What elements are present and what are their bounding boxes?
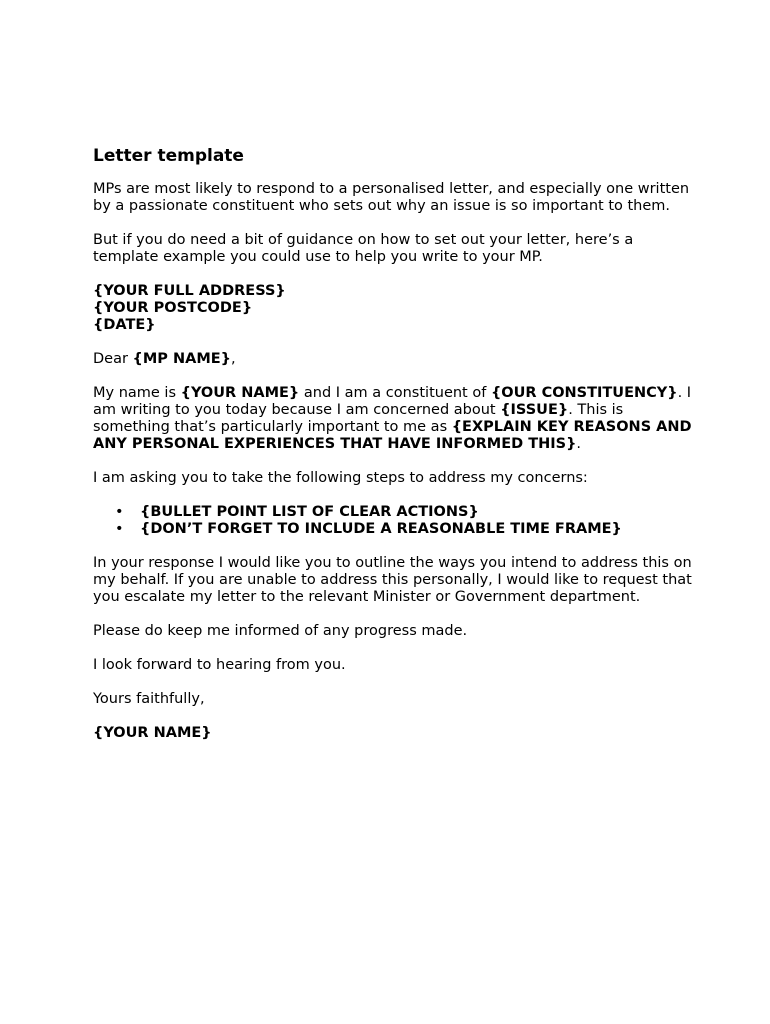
bullet-text: {DON’T FORGET TO INCLUDE A REASONABLE TIME FRAME} bbox=[140, 521, 622, 537]
intro-paragraph-1: MPs are most likely to respond to a personalised letter, and especially one written by a passionate constituent who sets out why an issue is so important to them. bbox=[93, 181, 690, 214]
salutation bbox=[93, 351, 693, 368]
bullet-text: {BULLET POINT LIST OF CLEAR ACTIONS} bbox=[140, 504, 479, 520]
address-block bbox=[93, 283, 693, 334]
list-item bbox=[93, 521, 693, 538]
body-text-1: My name is bbox=[93, 385, 181, 401]
closing-line: Yours faithfully, bbox=[93, 691, 205, 707]
address-line-date: {DATE} bbox=[93, 317, 156, 333]
body-text-3: . I am writing to you today because I am concerned about bbox=[93, 385, 692, 418]
address-line-full-address: {YOUR FULL ADDRESS} bbox=[93, 283, 286, 299]
actions-bullet-list bbox=[93, 504, 693, 538]
body-text-2: and I am a constituent of bbox=[299, 385, 491, 401]
placeholder-issue: {ISSUE} bbox=[500, 402, 569, 418]
look-forward-paragraph: I look forward to hearing from you. bbox=[93, 657, 346, 673]
body-text-5: . bbox=[576, 436, 582, 452]
bullet-icon: • bbox=[115, 504, 124, 520]
placeholder-constituency: {OUR CONSTITUENCY} bbox=[490, 385, 678, 401]
bullet-icon: • bbox=[115, 521, 124, 537]
response-paragraph: In your response I would like you to outline the ways you intend to address this on my behalf. If you are unable to address this personally, I would like to request that you escalate my letter to the relevant Minister or Government department. bbox=[93, 555, 692, 605]
placeholder-your-name: {YOUR NAME} bbox=[180, 385, 300, 401]
letter-template-page bbox=[93, 145, 693, 742]
list-item bbox=[93, 504, 693, 521]
body-paragraph-1 bbox=[93, 385, 693, 453]
address-line-postcode: {YOUR POSTCODE} bbox=[93, 300, 253, 316]
body-text-4: . This is something that’s particularly important to me as bbox=[93, 402, 624, 435]
document-title: Letter template bbox=[93, 146, 244, 166]
placeholder-key-reasons: {EXPLAIN KEY REASONS AND ANY PERSONAL EXPERIENCES THAT HAVE INFORMED THIS} bbox=[93, 419, 692, 452]
salutation-prefix: Dear bbox=[93, 351, 133, 367]
keep-informed-paragraph: Please do keep me informed of any progress made. bbox=[93, 623, 468, 639]
salutation-placeholder: {MP NAME} bbox=[132, 351, 231, 367]
intro-paragraph-2: But if you do need a bit of guidance on how to set out your letter, here’s a template example you could use to help you write to your MP. bbox=[93, 232, 634, 265]
steps-intro-paragraph: I am asking you to take the following steps to address my concerns: bbox=[93, 470, 588, 486]
signature-placeholder: {YOUR NAME} bbox=[93, 725, 212, 741]
salutation-suffix: , bbox=[231, 351, 236, 367]
